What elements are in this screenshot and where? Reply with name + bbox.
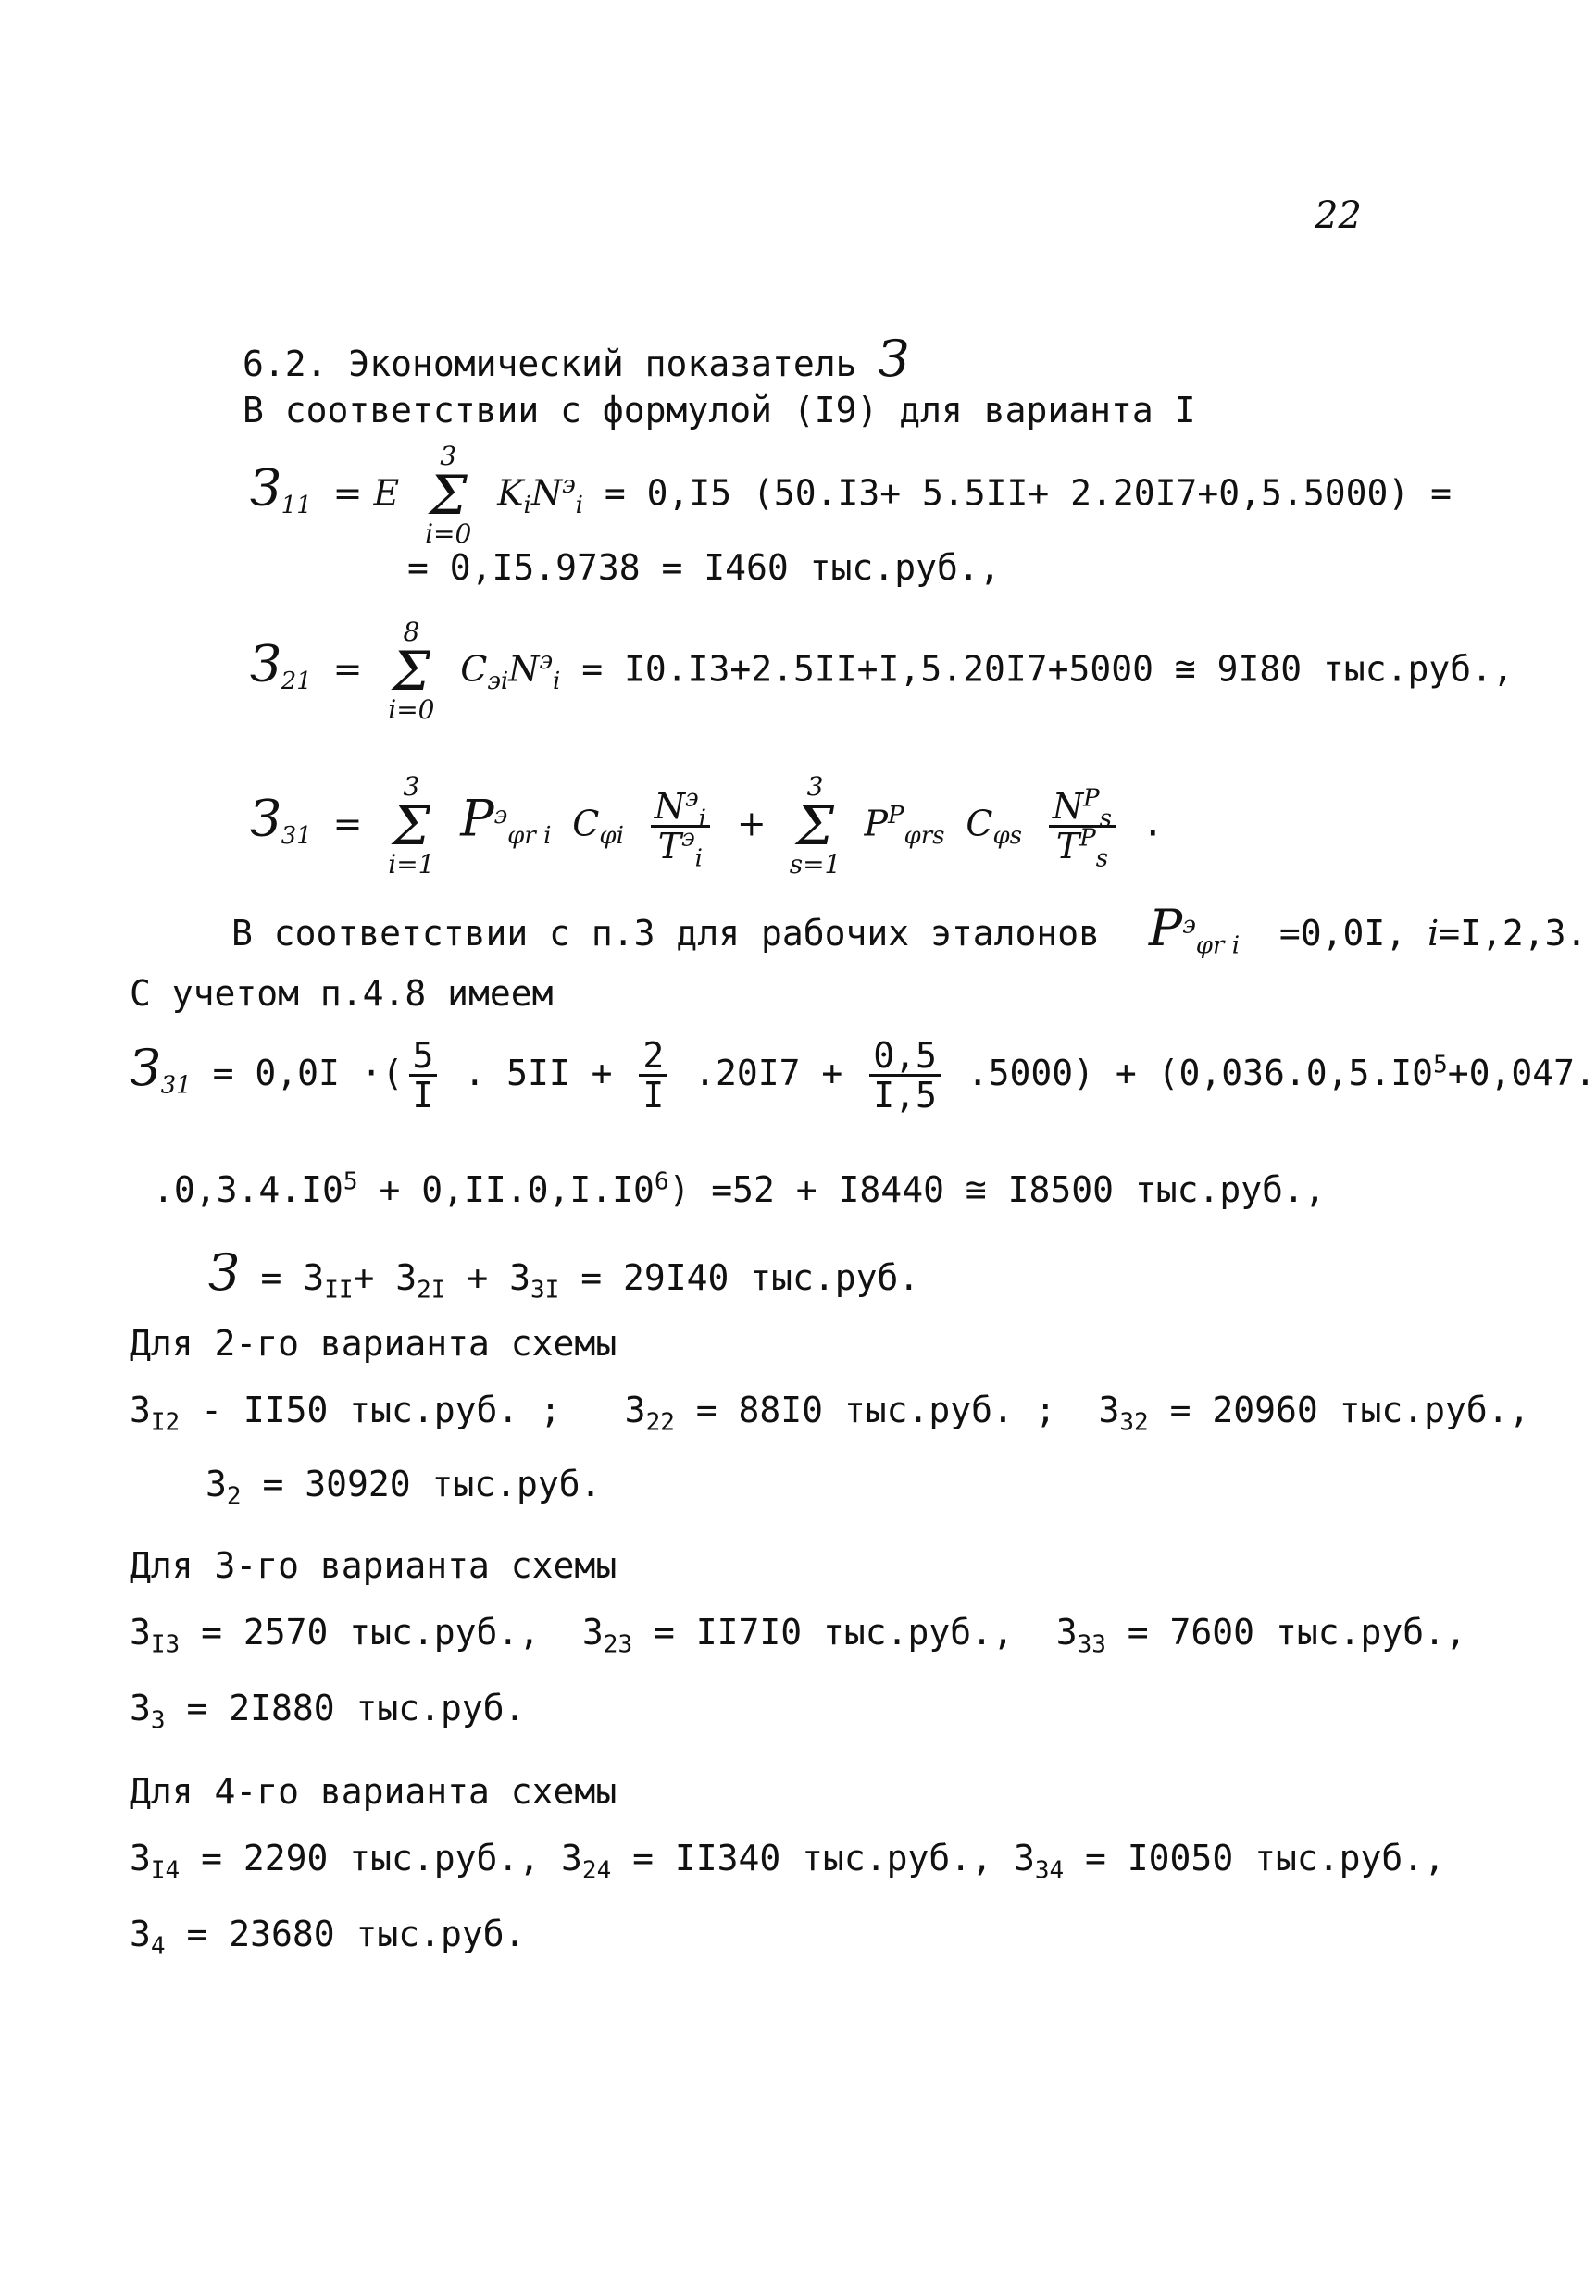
formula-4-fraction-1 [409, 1037, 438, 1114]
formula-3-sum2-lower: s=1 [789, 849, 842, 880]
total-1-eq: = З [260, 1257, 325, 1298]
v2-c-sub: 32 [1119, 1408, 1149, 1437]
formula-3-sum2-upper: 3 [806, 771, 824, 802]
v2-c-val: = 20960 тыс.руб., [1169, 1390, 1530, 1430]
v4-t-val: = 23680 тыс.руб. [186, 1914, 526, 1954]
paragraph-1 [231, 899, 1588, 960]
paragraph-2: С учетом п.4.8 имеем [130, 973, 554, 1014]
formula-4-part-5: +0,047. [1447, 1053, 1596, 1093]
total-1-s3: 3I [530, 1276, 560, 1304]
total-variant-1 [208, 1243, 920, 1304]
formula-3-term1-sub: φr i [507, 822, 552, 851]
formula-4-part-3: .20I7 + [694, 1053, 843, 1093]
formula-4-line2-c: ) =52 + I8440 ≅ I8500 тыс.руб., [668, 1169, 1326, 1210]
formula-3-fraction-2 [1049, 783, 1116, 873]
v3-b-sub: 23 [603, 1630, 633, 1659]
formula-2-lhs-sub: 21 [281, 668, 312, 696]
formula-3-end: . [1141, 803, 1164, 844]
v2-t-val: = 30920 тыс.руб. [262, 1464, 602, 1504]
paragraph-1-tail: =0,0I, [1278, 913, 1407, 954]
v4-t: З [130, 1914, 151, 1954]
formula-3-frac1-num-sub: i [698, 805, 706, 833]
formula-4-part-2: . 5II + [464, 1053, 613, 1093]
formula-4-line2-a: .0,3.4.I0 [153, 1169, 343, 1210]
formula-4-f1-den: I [412, 1075, 434, 1116]
v2-a-val: - II50 тыс.руб. ; [201, 1390, 562, 1430]
v3-c-val: = 7600 тыс.руб., [1127, 1612, 1466, 1653]
formula-1-sum-lower: i=0 [425, 518, 472, 549]
formula-3-sum1-upper: 3 [403, 771, 420, 802]
total-1-s2: 2I [417, 1276, 446, 1304]
formula-3-term1-sup: э [493, 801, 508, 830]
v2-t-sub: 2 [226, 1482, 242, 1511]
variant-2-values [130, 1389, 1530, 1437]
formula-3-term2b: C [966, 803, 993, 844]
formula-4-line2-a-sup: 5 [343, 1167, 358, 1196]
paragraph-1-index: i [1428, 913, 1440, 954]
total-1-s1: II [324, 1276, 354, 1304]
v4-b: З [561, 1838, 582, 1878]
formula-1-term2-sub: i [575, 492, 583, 520]
formula-1-term2-sup: э [562, 470, 576, 499]
v4-c: З [1013, 1838, 1035, 1878]
formula-4 [130, 1037, 1596, 1114]
formula-4-line2-b: + 0,II.0,I.I0 [379, 1169, 655, 1210]
variant-3-total [130, 1687, 526, 1735]
formula-4-part-4: .5000) + (0,036.0,5.I0 [966, 1053, 1434, 1093]
paragraph-1-symbol-sub: φr i [1195, 931, 1241, 960]
formula-3-frac2-den: T [1055, 825, 1080, 867]
formula-1-sum [420, 443, 476, 548]
v2-a-sub: I2 [150, 1408, 181, 1437]
formula-3-frac2-num: N [1052, 785, 1084, 827]
variant-2-total [206, 1463, 602, 1511]
formula-2-sum [383, 618, 439, 724]
formula-1-term: K [497, 472, 524, 514]
v3-t-sub: 3 [150, 1706, 166, 1735]
formula-3-frac1-num-sup: э [685, 783, 699, 812]
variant-4-values [130, 1837, 1445, 1885]
formula-1 [250, 441, 1452, 549]
formula-3-term1: P [460, 789, 494, 848]
formula-4-f2-den: I [642, 1075, 665, 1116]
formula-4-line-2 [153, 1168, 1326, 1211]
formula-3-term1b-sub: φi [599, 822, 624, 851]
v3-t-val: = 2I880 тыс.руб. [186, 1688, 526, 1728]
formula-3-frac1-den-sub: i [694, 844, 703, 873]
formula-3-term2-sub: φrs [904, 822, 945, 851]
paragraph-1-symbol: P [1148, 899, 1183, 957]
variant-4-total [130, 1913, 526, 1961]
formula-4-part-1: = 0,0I ·( [212, 1053, 404, 1093]
variant-3-heading: Для 3-го варианта схемы [130, 1545, 617, 1586]
formula-2: $З_{21}$ = 8 Σ i=0 $C_{эi}N^э_i = I0.I3+2.5II+I,5.20I7+5000$ ≅ 9I80 тыс.руб., [250, 617, 1514, 725]
formula-3-sum-1 [383, 773, 439, 879]
formula-3-frac2-num-sub: s [1099, 805, 1113, 833]
formula-3-term2: P [864, 803, 889, 844]
formula-3-term2b-sub: φs [992, 822, 1023, 851]
variant-4-heading: Для 4-го варианта схемы [130, 1771, 617, 1812]
v2-b: З [624, 1390, 646, 1430]
formula-2-term2: N [508, 648, 540, 690]
formula-3-sum1-lower: i=1 [388, 849, 435, 880]
formula-1-term-sub: i [523, 492, 531, 520]
v3-a: З [130, 1612, 151, 1653]
formula-2-term: C [460, 648, 488, 690]
formula-2-term2-sub: i [553, 668, 561, 696]
formula-4-part-4-sup: 5 [1433, 1051, 1448, 1079]
v2-a: З [130, 1390, 151, 1430]
v4-a-val: = 2290 тыс.руб., [201, 1838, 541, 1878]
v4-c-val: = I0050 тыс.руб., [1085, 1838, 1445, 1878]
v3-a-sub: I3 [150, 1630, 181, 1659]
section-heading-text: 6.2. Экономический показатель [243, 343, 857, 384]
v3-c-sub: 33 [1077, 1630, 1106, 1659]
formula-2-term2-sup: э [539, 646, 554, 675]
formula-1-middle: = E [332, 472, 400, 514]
formula-2-lhs: З [250, 634, 281, 693]
formula-1-lhs: З [250, 458, 281, 518]
total-1-rhs: = 29I40 тыс.руб. [580, 1257, 920, 1298]
v4-t-sub: 4 [150, 1932, 166, 1961]
v2-t: З [206, 1464, 227, 1504]
formula-3-lhs-sub: 31 [281, 822, 312, 851]
total-1-plus1: + З [353, 1257, 418, 1298]
formula-3-term1b: C [572, 803, 600, 844]
formula-3-frac1-den-sup: э [681, 823, 695, 852]
page-number: 22 [1315, 194, 1362, 237]
v3-c: З [1055, 1612, 1078, 1653]
formula-2-sum-lower: i=0 [388, 694, 435, 725]
formula-1-sum-upper: 3 [440, 441, 457, 471]
paragraph-1-symbol-sup: э [1182, 911, 1196, 940]
formula-2-sum-upper: 8 [403, 617, 420, 647]
formula-1-rhs: = 0,I5 (50.I3+ 5.5II+ 2.20I7+0,5.5000) = [604, 472, 1452, 514]
formula-1-term2: N [530, 472, 563, 514]
variant-3-values [130, 1611, 1466, 1659]
total-1-plus2: + З [467, 1257, 530, 1298]
formula-4-f1-num: 5 [409, 1037, 438, 1077]
formula-2-rhs: = I0.I3+2.5II+I,5.20I7+5000 ≅ 9I80 тыс.руб., [581, 648, 1514, 690]
formula-1-continuation: = 0,I5.9738 = I460 тыс.руб., [407, 547, 1001, 588]
formula-3-fraction-1 [651, 783, 710, 873]
sigma-symbol: Σ [392, 640, 430, 703]
v3-b-val: = II7I0 тыс.руб., [654, 1612, 1014, 1653]
v4-b-sub: 24 [581, 1856, 612, 1885]
v4-a-sub: I4 [150, 1856, 181, 1885]
formula-4-f2-num: 2 [639, 1037, 667, 1077]
formula-3: $З_{31}$ = 3 Σ i=1 $P^э_{\varphi r i}$ $C_{\varphi i}$ $\frac{N^э_i}{T^э_i}$ + 3 Σ s=1 $P^P_{\varphi rs}$ $C_{\varphi s}$ $\frac{N^P_s}{T^P_s}$ . [250, 771, 1164, 880]
formula-3-lhs: З [250, 789, 281, 848]
formula-3-frac1-den: T [657, 825, 682, 867]
sigma-symbol: Σ [796, 794, 835, 857]
v4-b-val: = II340 тыс.руб., [632, 1838, 993, 1878]
sigma-symbol: Σ [392, 794, 430, 857]
formula-4-lhs: З [130, 1039, 161, 1097]
paragraph-1-text: В соответствии с п.3 для рабочих эталонов [231, 913, 1100, 954]
formula-4-fraction-2 [639, 1037, 667, 1114]
variant-2-heading: Для 2-го варианта схемы [130, 1323, 617, 1364]
formula-4-fraction-3 [869, 1037, 941, 1114]
formula-1-lhs-sub: 11 [281, 492, 312, 520]
formula-2-term-sub: эi [487, 668, 509, 696]
v3-t: З [130, 1688, 151, 1728]
v3-b: З [581, 1612, 604, 1653]
section-heading [243, 330, 910, 388]
formula-3-frac2-den-sup: P [1079, 823, 1096, 852]
formula-4-lhs-sub: 31 [160, 1071, 192, 1100]
intro-line: В соответствии с формулой (I9) для варианта I [243, 390, 1196, 430]
formula-4-line2-b-sup: 6 [654, 1167, 669, 1196]
v4-a: З [130, 1838, 151, 1878]
sigma-symbol: Σ [429, 464, 468, 527]
v2-c: З [1098, 1390, 1120, 1430]
v2-b-sub: 22 [645, 1408, 675, 1437]
formula-3-frac1-num: N [654, 785, 686, 827]
formula-4-f3-num: 0,5 [869, 1037, 941, 1077]
v3-a-val: = 2570 тыс.руб., [201, 1612, 541, 1653]
v2-b-val: = 88I0 тыс.руб. ; [695, 1390, 1056, 1430]
v4-c-sub: 34 [1034, 1856, 1065, 1885]
formula-3-term2-sup: P [888, 801, 904, 830]
formula-3-frac2-num-sup: P [1083, 783, 1100, 812]
total-1-lhs: З [208, 1243, 240, 1302]
paragraph-1-index-tail: =I,2,3. [1439, 913, 1588, 954]
formula-3-sum-2 [788, 773, 843, 879]
formula-3-frac2-den-sub: s [1095, 844, 1109, 873]
section-heading-symbol: З [878, 330, 910, 388]
formula-4-f3-den: I,5 [873, 1075, 937, 1116]
